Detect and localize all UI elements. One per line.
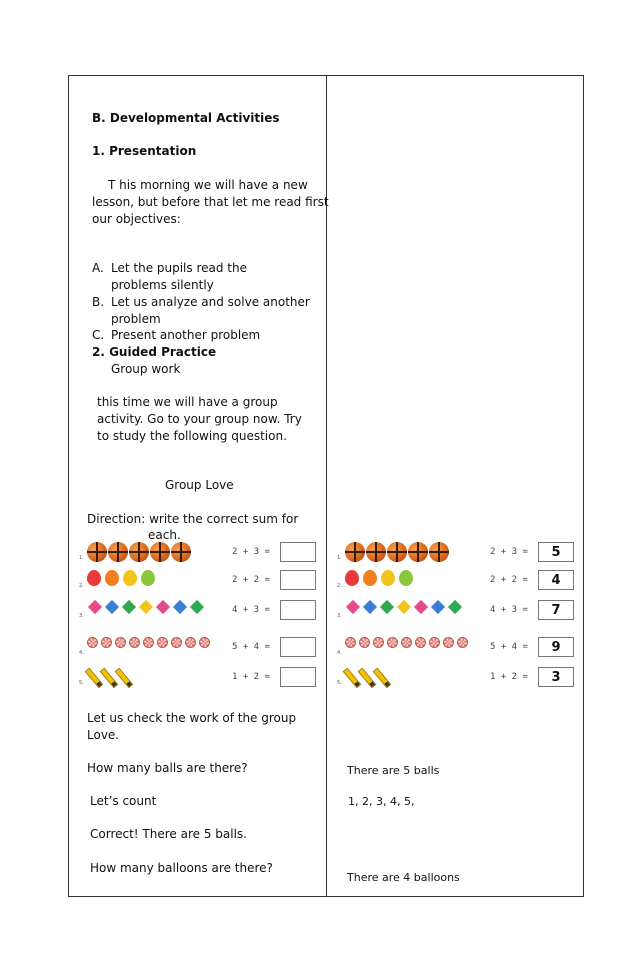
objective-b-line-2: problem [111,312,161,326]
balloon-icon [363,570,377,586]
equation: 1 + 2 = [490,672,528,682]
objective-b-marker: B. [92,295,105,309]
basketball-icon [429,542,449,562]
kite-icon [346,600,360,614]
intro-line-2: lesson, but before that let me read first [92,195,329,209]
kite-icon [448,600,462,614]
row-number: 3. [337,613,342,619]
equation: 4 + 3 = [490,605,528,615]
kite-icon [190,600,204,614]
ball-picture-group [87,542,191,562]
lollipop-icon [415,637,426,648]
answer-balls: There are 5 balls [347,764,440,777]
group-work-label: Group work [111,362,181,376]
balloon-icon [399,570,413,586]
lollipop-icon [143,637,154,648]
pencil-picture-group [345,667,389,689]
answer-box: 9 [538,637,574,657]
row-number: 5. [79,680,84,686]
correct-statement: Correct! There are 5 balls. [90,827,247,841]
objective-c-marker: C. [92,328,105,342]
lollipop-icon [157,637,168,648]
lets-count: Let’s count [90,794,157,808]
basketball-icon [171,542,191,562]
lollipop-icon [185,637,196,648]
equation: 4 + 3 = [232,605,270,615]
question-balloons: How many balloons are there? [90,861,273,875]
basketball-icon [129,542,149,562]
lollipop-icon [115,637,126,648]
balloon-icon [87,570,101,586]
equation: 1 + 2 = [232,672,270,682]
kite-icon [122,600,136,614]
basketball-icon [108,542,128,562]
answer-input-box[interactable] [280,600,316,620]
equation: 5 + 4 = [490,642,528,652]
counting-sequence: 1, 2, 3, 4, 5, [348,795,415,808]
pencil-picture-group [87,667,131,689]
lollipop-picture-group [87,637,212,648]
lollipop-icon [199,637,210,648]
lollipop-icon [101,637,112,648]
objective-b-line-1: Let us analyze and solve another [111,295,310,309]
balloon-icon [141,570,155,586]
row-number: 2. [79,583,84,589]
kite-icon [156,600,170,614]
question-balls: How many balls are there? [87,761,248,775]
lollipop-icon [373,637,384,648]
balloon-picture-group [345,570,416,586]
objective-a-line-1: Let the pupils read the [111,261,247,275]
group-name: Group Love [165,478,234,492]
equation: 5 + 4 = [232,642,270,652]
lollipop-icon [359,637,370,648]
kite-icon [414,600,428,614]
lollipop-icon [171,637,182,648]
basketball-icon [408,542,428,562]
objective-a-line-2: problems silently [111,278,214,292]
intro-line-3: our objectives: [92,212,181,226]
basketball-icon [87,542,107,562]
answer-input-box[interactable] [280,570,316,590]
basketball-icon [366,542,386,562]
row-number: 4. [337,650,342,656]
lollipop-picture-group [345,637,470,648]
check-line-2: Love. [87,728,120,742]
balloon-icon [123,570,137,586]
kite-icon [431,600,445,614]
direction-line-2: each. [148,528,181,542]
balloon-icon [105,570,119,586]
kite-icon [139,600,153,614]
basketball-icon [387,542,407,562]
lollipop-icon [129,637,140,648]
lollipop-icon [457,637,468,648]
balloon-icon [381,570,395,586]
objective-c-line-1: Present another problem [111,328,261,342]
lollipop-icon [429,637,440,648]
row-number: 1. [79,555,84,561]
objective-a-marker: A. [92,261,104,275]
kite-icon [363,600,377,614]
equation: 2 + 2 = [490,575,528,585]
row-number: 2. [337,583,342,589]
row-number: 1. [337,555,342,561]
row-number: 3. [79,613,84,619]
answer-input-box[interactable] [280,542,316,562]
answer-box: 4 [538,570,574,590]
ball-picture-group [345,542,449,562]
activity-line-2: activity. Go to your group now. Try [97,412,302,426]
activity-line-1: this time we will have a group [97,395,278,409]
answer-input-box[interactable] [280,667,316,687]
direction-line-1: Direction: write the correct sum for [87,512,299,526]
kite-icon [380,600,394,614]
lollipop-icon [387,637,398,648]
guided-practice-heading: 2. Guided Practice [92,345,217,359]
kite-icon [105,600,119,614]
kite-picture-group [87,600,205,614]
row-number: 4. [79,650,84,656]
answer-box: 3 [538,667,574,687]
answer-balloons: There are 4 balloons [347,871,460,884]
kite-icon [88,600,102,614]
row-number: 5. [337,680,342,686]
lollipop-icon [345,637,356,648]
basketball-icon [150,542,170,562]
intro-line-1: T his morning we will have a new [108,178,308,192]
equation: 2 + 3 = [490,547,528,557]
activity-line-3: to study the following question. [97,429,287,443]
lollipop-icon [443,637,454,648]
kite-icon [397,600,411,614]
kite-icon [173,600,187,614]
balloon-picture-group [87,570,158,586]
answer-box: 7 [538,600,574,620]
equation: 2 + 3 = [232,547,270,557]
answer-input-box[interactable] [280,637,316,657]
balloon-icon [345,570,359,586]
equation: 2 + 2 = [232,575,270,585]
answer-box: 5 [538,542,574,562]
kite-picture-group [345,600,463,614]
section-heading: B. Developmental Activities [92,111,280,125]
presentation-heading: 1. Presentation [92,144,197,158]
check-line-1: Let us check the work of the group [87,711,297,725]
basketball-icon [345,542,365,562]
lollipop-icon [87,637,98,648]
lollipop-icon [401,637,412,648]
